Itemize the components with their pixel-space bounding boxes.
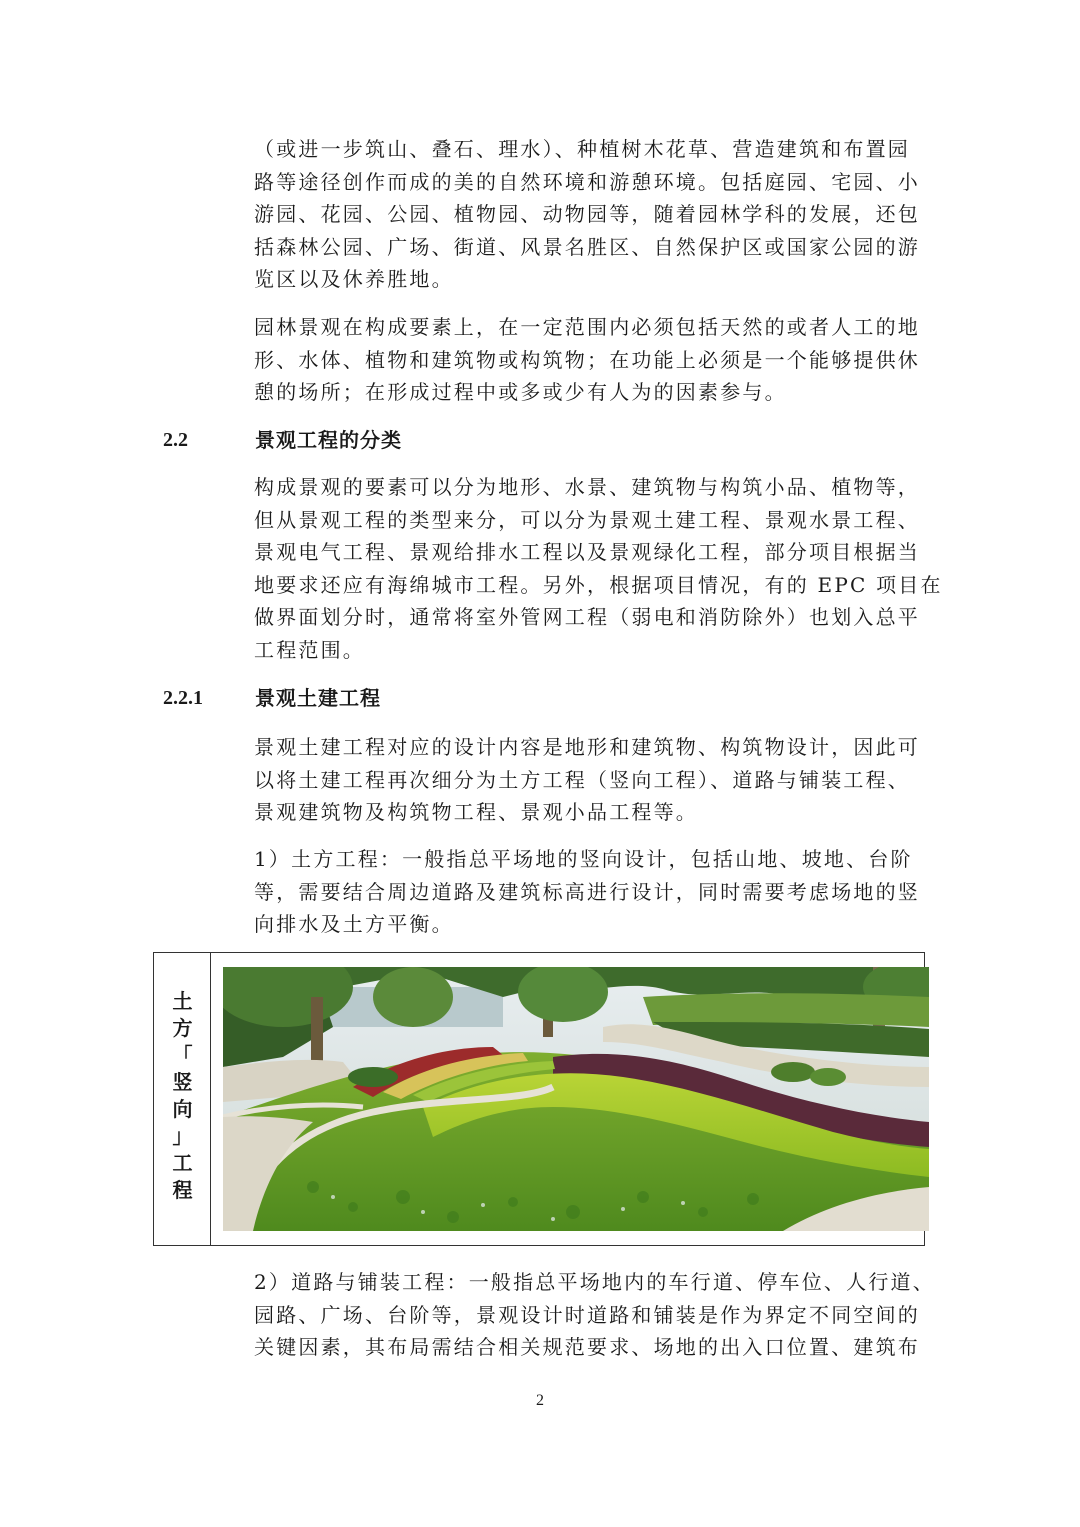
text-line: 但从景观工程的类型来分，可以分为景观土建工程、景观水景工程、 xyxy=(254,507,920,532)
text-line: 2）道路与铺装工程：一般指总平场地内的车行道、停车位、人行道、 xyxy=(254,1270,935,1294)
paragraph-landscape-elements xyxy=(254,311,918,409)
text-line: 工程范围。 xyxy=(254,637,365,662)
figure-label xyxy=(154,988,211,1204)
label-char: 工 xyxy=(172,1151,193,1175)
text-line: 路等途径创作而成的美的自然环境和游憩环境。包括庭园、宅园、小 xyxy=(254,169,920,194)
text-line: 园路、广场、台阶等，景观设计时道路和铺装是作为界定不同空间的 xyxy=(254,1302,920,1327)
paragraph-civil-works xyxy=(254,731,918,829)
text-line: 景观电气工程、景观给排水工程以及景观绿化工程，部分项目根据当 xyxy=(254,540,920,564)
text-line: 构成景观的要素可以分为地形、水景、建筑物与构筑小品、植物等， xyxy=(254,475,920,499)
figure-table xyxy=(153,952,925,1246)
label-char: 程 xyxy=(172,1178,193,1202)
paragraph-garden-definition xyxy=(254,133,918,296)
section-title: 景观工程的分类 xyxy=(255,428,402,452)
text-line: 形、水体、植物和建筑物或构筑物；在功能上必须是一个能够提供休 xyxy=(254,347,920,372)
label-char: 向 xyxy=(172,1097,193,1121)
section-title: 景观土建工程 xyxy=(255,686,381,710)
paragraph-classification xyxy=(254,471,943,666)
text-line: 向排水及土方平衡。 xyxy=(254,912,454,936)
label-char: 竖 xyxy=(172,1070,193,1094)
figure-label-cell xyxy=(154,953,211,1245)
text-line: 以将土建工程再次细分为土方工程（竖向工程）、道路与铺装工程、 xyxy=(254,767,910,792)
text-line: 园林景观在构成要素上，在一定范围内必须包括天然的或者人工的地 xyxy=(254,315,920,339)
text-line: （或进一步筑山、叠石、理水）、种植树木花草、营造建筑和布置园 xyxy=(254,137,910,161)
text-line: 地要求还应有海绵城市工程。另外，根据项目情况，有的 EPC 项目在 xyxy=(254,572,943,597)
section-number: 2.2.1 xyxy=(163,687,203,709)
text-line: 憩的场所；在形成过程中或多或少有人为的因素参与。 xyxy=(254,380,787,404)
text-line: 括森林公园、广场、街道、风景名胜区、自然保护区或国家公园的游 xyxy=(254,234,920,259)
page-number: 2 xyxy=(536,1392,544,1409)
paragraph-roads-paving xyxy=(254,1266,935,1364)
text-line: 游园、花园、公园、植物园、动物园等，随着园林学科的发展，还包 xyxy=(254,202,920,226)
label-char: 土 xyxy=(172,989,193,1013)
text-line: 等，需要结合周边道路及建筑标高进行设计，同时需要考虑场地的竖 xyxy=(254,879,920,904)
text-line: 1）土方工程：一般指总平场地的竖向设计，包括山地、坡地、台阶 xyxy=(254,847,913,871)
label-char: 」 xyxy=(172,1124,193,1148)
text-line: 景观建筑物及构筑物工程、景观小品工程等。 xyxy=(254,800,698,824)
label-char: 方 xyxy=(172,1016,193,1040)
landscape-terrain-photo xyxy=(223,967,929,1231)
section-number: 2.2 xyxy=(163,429,188,451)
text-line: 做界面划分时，通常将室外管网工程（弱电和消防除外）也划入总平 xyxy=(254,605,920,629)
label-char: 「 xyxy=(172,1043,193,1067)
text-line: 关键因素，其布局需结合相关规范要求、场地的出入口位置、建筑布 xyxy=(254,1335,920,1359)
text-line: 景观土建工程对应的设计内容是地形和建筑物、构筑物设计，因此可 xyxy=(254,735,920,759)
paragraph-earthwork xyxy=(254,843,918,941)
text-line: 览区以及休养胜地。 xyxy=(254,267,454,291)
